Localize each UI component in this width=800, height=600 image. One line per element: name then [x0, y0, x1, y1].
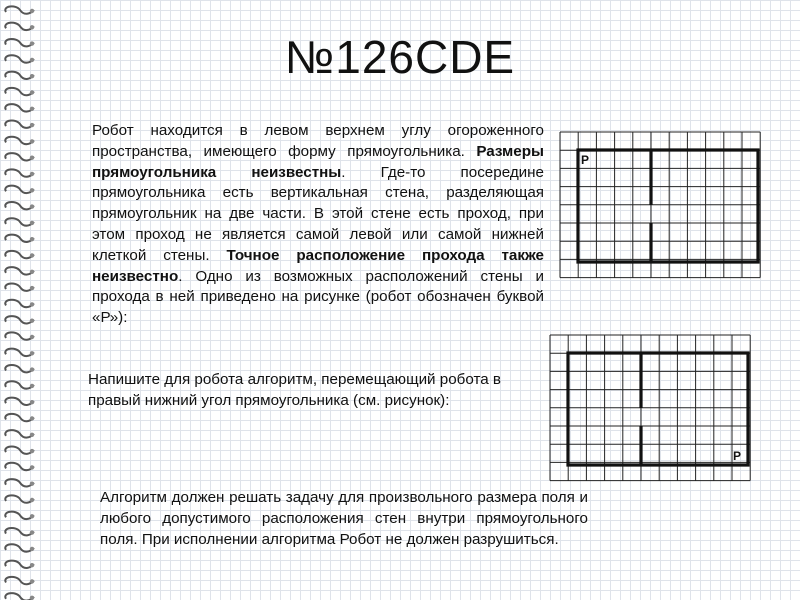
spiral-hole	[30, 172, 34, 176]
spiral-ring	[5, 202, 34, 209]
spiral-ring	[5, 300, 34, 307]
slide-title: №126CDE	[284, 31, 516, 83]
spiral-ring	[5, 577, 34, 584]
spiral-ring	[5, 398, 34, 405]
spiral-ring	[5, 528, 34, 535]
robot-marker: Р	[733, 449, 742, 463]
robot-marker: Р	[581, 153, 590, 167]
spiral-ring	[5, 332, 34, 339]
spiral-ring	[5, 414, 34, 421]
spiral-hole	[30, 139, 34, 143]
spiral-ring	[5, 267, 34, 274]
spiral-hole	[30, 400, 34, 404]
spiral-hole	[30, 25, 34, 29]
problem-statement	[92, 121, 544, 329]
spiral-hole	[30, 482, 34, 486]
spiral-ring	[5, 283, 34, 290]
spiral-ring	[5, 430, 34, 437]
spiral-hole	[30, 237, 34, 241]
spiral-ring	[5, 169, 34, 176]
spiral-hole	[30, 416, 34, 420]
problem-bold-2: Точное расположение прохода также неизвестно	[92, 246, 544, 285]
spiral-hole	[30, 547, 34, 551]
spiral-hole	[30, 253, 34, 257]
spiral-hole	[30, 9, 34, 13]
spiral-hole	[30, 433, 34, 437]
spiral-ring	[5, 365, 34, 372]
spiral-hole	[30, 156, 34, 160]
spiral-ring	[5, 544, 34, 551]
spiral-ring	[5, 446, 34, 453]
spiral-hole	[30, 221, 34, 225]
spiral-hole	[30, 514, 34, 518]
spiral-ring	[5, 316, 34, 323]
spiral-hole	[30, 530, 34, 534]
problem-text-1: Робот находится в левом верхнем углу огороженного пространства, имеющего форму прямоугольника.	[92, 122, 544, 160]
spiral-hole	[30, 286, 34, 290]
spiral-ring	[5, 593, 34, 600]
spiral-hole	[30, 302, 34, 306]
spiral-ring	[5, 120, 34, 127]
spiral-ring	[5, 235, 34, 242]
problem-bold-1: Размеры прямоугольника неизвестны	[92, 142, 544, 181]
spiral-ring	[5, 6, 34, 13]
spiral-ring	[5, 495, 34, 502]
spiral-hole	[30, 384, 34, 388]
spiral-ring	[5, 104, 34, 111]
spiral-hole	[30, 498, 34, 502]
spiral-ring	[5, 88, 34, 95]
start-field-figure	[558, 130, 780, 282]
spiral-hole	[30, 188, 34, 192]
spiral-hole	[30, 579, 34, 583]
field-walls	[568, 353, 748, 465]
spiral-ring	[5, 349, 34, 356]
spiral-ring	[5, 463, 34, 470]
spiral-hole	[30, 563, 34, 567]
spiral-ring	[5, 479, 34, 486]
spiral-hole	[30, 90, 34, 94]
spiral-hole	[30, 351, 34, 355]
algorithm-requirements: Алгоритм должен решать задачу для произвольного размера поля и любого допустимого расположения стен внутри прямоугольного поля. При исполнении алгоритма Робот не должен разрушиться.	[100, 489, 588, 548]
spiral-hole	[30, 123, 34, 127]
spiral-hole	[30, 465, 34, 469]
spiral-hole	[30, 107, 34, 111]
spiral-hole	[30, 335, 34, 339]
finish-field-figure	[548, 333, 770, 485]
problem-text-3: . Одно из возможных расположений стены и прохода в ней приведено на рисунке (робот обозначен буквой «Р»):	[92, 267, 544, 327]
spiral-hole	[30, 319, 34, 323]
spiral-hole	[30, 596, 34, 600]
spiral-hole	[30, 449, 34, 453]
spiral-hole	[30, 270, 34, 274]
field-walls	[578, 150, 758, 262]
task-instruction: Напишите для робота алгоритм, перемещающий робота в правый нижний угол прямоугольника (см. рисунок):	[88, 371, 501, 409]
spiral-ring	[5, 561, 34, 568]
spiral-hole	[30, 367, 34, 371]
notebook-spiral	[0, 0, 42, 600]
spiral-ring	[5, 251, 34, 258]
spiral-ring	[5, 381, 34, 388]
spiral-ring	[5, 153, 34, 160]
spiral-hole	[30, 204, 34, 208]
spiral-ring	[5, 218, 34, 225]
spiral-ring	[5, 512, 34, 519]
spiral-ring	[5, 23, 34, 30]
problem-text-2: . Где-то посередине прямоугольника есть вертикальная стена, разделяющая прямоугольник на две части. В этой стене есть проход, при этом проход не является самой левой или самой нижней клеткой стены.	[92, 163, 544, 264]
spiral-ring	[5, 137, 34, 144]
spiral-ring	[5, 186, 34, 193]
